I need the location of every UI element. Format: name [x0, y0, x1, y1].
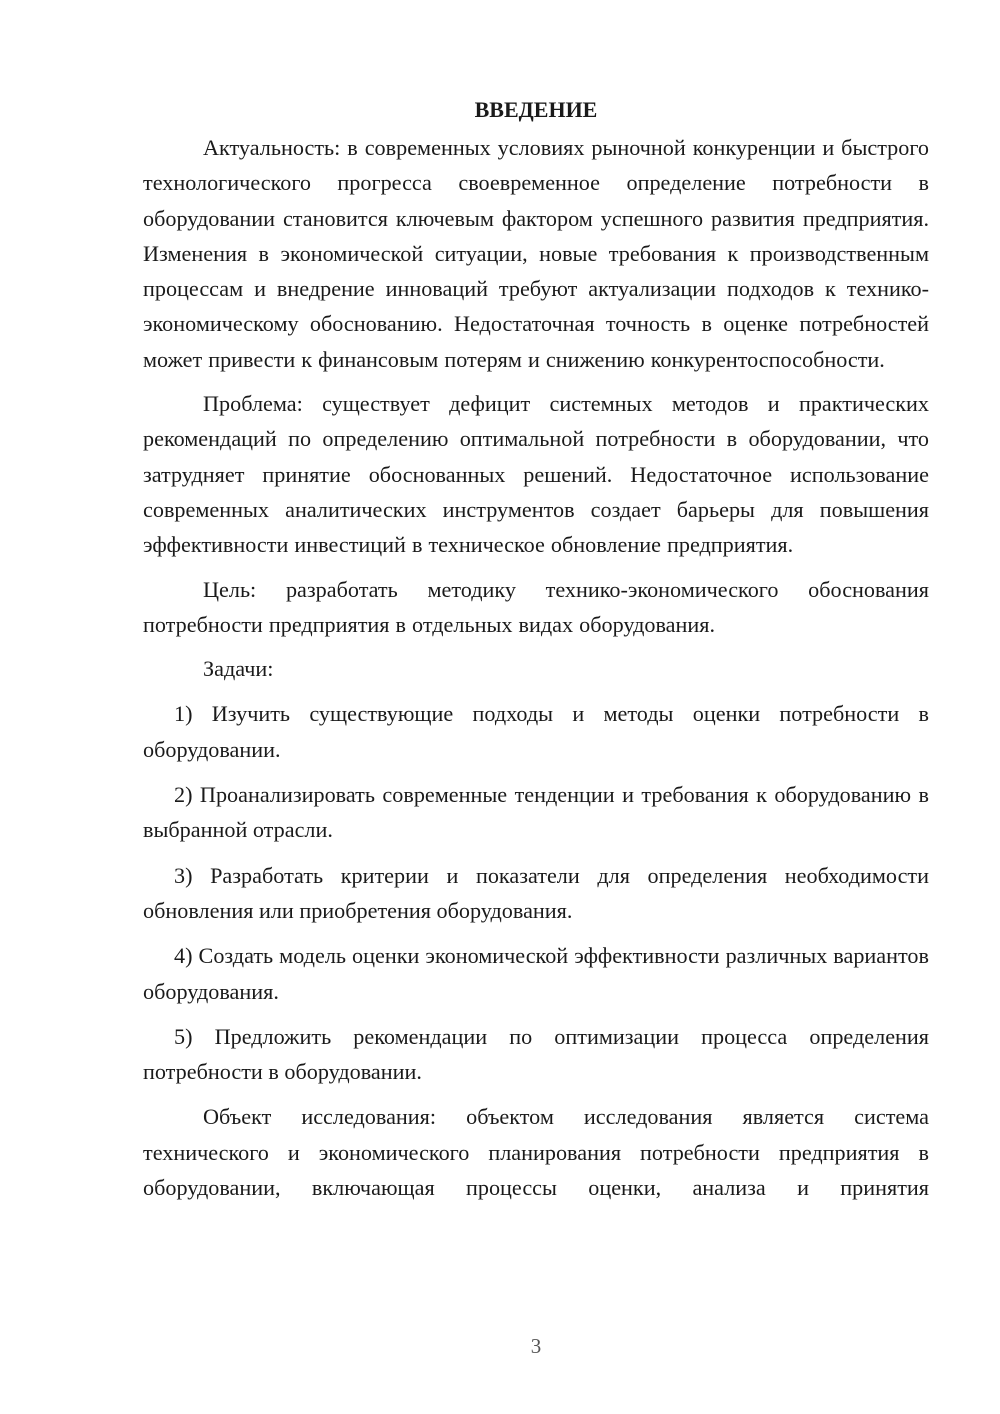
paragraph-problem: Проблема: существует дефицит системных методов и практических рекомендаций по определению оптимальной потребности в оборудовании, что затрудняет принятие обоснованных решений. Недостаточное использование современных аналитических инструментов создает барьеры для повышения эффективности инвестиций в техническое обновление предприятия. — [143, 391, 929, 558]
task-item-3: 3) Разработать критерии и показатели для определения необходимости обновления или приобретения оборудования. — [143, 862, 929, 923]
paragraph-goal: Цель: разработать методику технико-экономического обоснования потребности предприятия в отдельных видах оборудования. — [143, 576, 929, 637]
tasks-heading: Задачи: — [203, 656, 274, 682]
task-item-1: 1) Изучить существующие подходы и методы оценки потребности в оборудовании. — [143, 701, 929, 762]
page-number: 3 — [530, 1334, 542, 1358]
task-item-5: 5) Предложить рекомендации по оптимизации процесса определения потребности в оборудовании. — [143, 1023, 929, 1085]
document-page — [143, 96, 929, 1214]
section-title: ВВЕДЕНИЕ — [474, 97, 598, 122]
task-item-2: 2) Проанализировать современные тенденции и требования к оборудованию в выбранной отрасли. — [143, 782, 929, 843]
paragraph-object: Объект исследования: объектом исследования является система технического и экономического планирования потребности предприятия в оборудовании, включающая процессы оценки, анализа и принятия — [143, 1104, 929, 1201]
paragraph-relevance: Актуальность: в современных условиях рыночной конкуренции и быстрого технологического прогресса своевременное определение потребности в оборудовании становится ключевым фактором успешного развития предприятия. Изменения в экономической ситуации, новые требования к производственным процессам и внедрение инноваций требуют актуализации подходов к технико-экономическому обоснованию. Недостаточная точность в оценке потребностей может привести к финансовым потерям и снижению конкурентоспособности. — [143, 135, 929, 372]
task-item-4: 4) Создать модель оценки экономической эффективности различных вариантов оборудования. — [143, 943, 929, 1004]
